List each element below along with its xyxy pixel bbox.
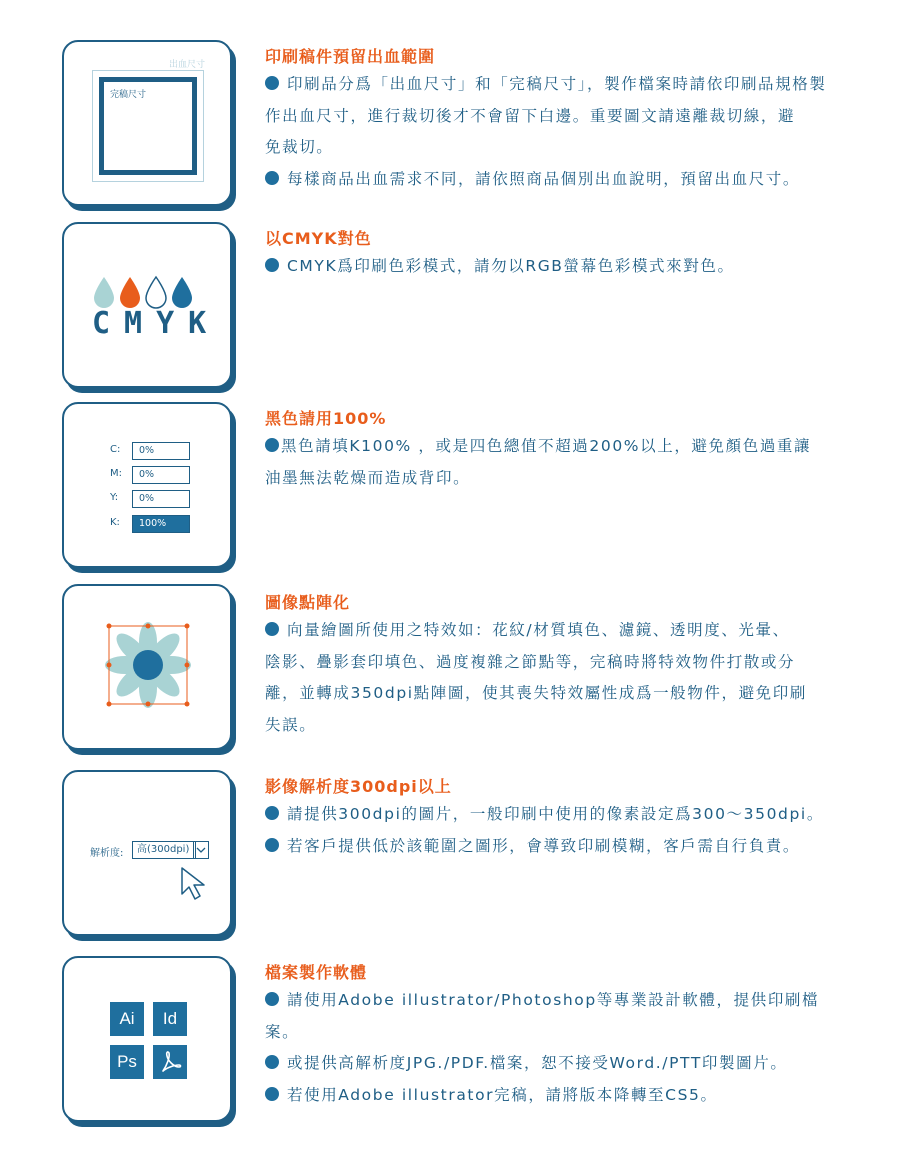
section-title: 黑色請用100% [265, 409, 387, 428]
text-line: 若使用Adobe illustrator完稿，請將版本降轉至CS5。 [265, 1080, 885, 1112]
bleed-illustration-card [62, 40, 232, 206]
bleed-area-box [92, 60, 205, 182]
bullet-icon [265, 622, 279, 636]
section-title: 以CMYK對色 [265, 229, 372, 248]
section-content [265, 775, 885, 862]
trim-area-box [99, 77, 197, 175]
cmyk-values-card: C: 0% M: 0% Y: 0% K: 100% [62, 402, 232, 568]
cmyk-value-field: 100% [132, 515, 190, 533]
text-line: CMYK爲印刷色彩模式，請勿以RGB螢幕色彩模式來對色。 [265, 251, 885, 283]
cmyk-illustration-card [62, 222, 232, 388]
text-line: 向量繪圖所使用之特效如：花紋/材質填色、濾鏡、透明度、光暈、 [265, 615, 885, 647]
section-title: 印刷稿件預留出血範圍 [265, 47, 436, 66]
section-content [265, 45, 885, 195]
section-content [265, 961, 885, 1111]
bullet-icon [265, 838, 279, 852]
text-line: 印刷品分爲「出血尺寸」和「完稿尺寸」，製作檔案時請依印刷品規格製 [265, 69, 885, 101]
text-line: 作出血尺寸，進行裁切後才不會留下白邊。重要圖文請遠離裁切線，避 [265, 106, 796, 125]
bullet-icon [265, 1087, 279, 1101]
illustrator-icon: Ai [110, 1002, 144, 1036]
software-illustration-card [62, 956, 232, 1122]
section-title: 圖像點陣化 [265, 593, 351, 612]
text-line: 請提供300dpi的圖片，一般印刷中使用的像素設定爲300～350dpi。 [265, 799, 885, 831]
text-line: 免裁切。 [265, 138, 334, 156]
section-content [265, 227, 885, 283]
indesign-icon: Id [153, 1002, 187, 1036]
bullet-icon [265, 438, 279, 452]
trim-size-label: 完稿尺寸 [110, 90, 147, 100]
text-line: 案。 [265, 1022, 300, 1041]
cmyk-logo-text: CMYK [92, 306, 221, 341]
bullet-icon [265, 1055, 279, 1069]
bullet-icon [265, 76, 279, 90]
text-line: 離，並轉成350dpi點陣圖，使其喪失特效屬性成爲一般物件，避免印刷 [265, 684, 807, 702]
resolution-illustration-card [62, 770, 232, 936]
resolution-label: 解析度: [90, 848, 124, 859]
cmyk-value-field: 0% [132, 466, 190, 484]
section-title: 影像解析度300dpi以上 [265, 777, 452, 796]
text-line: 每樣商品出血需求不同，請依照商品個別出血說明，預留出血尺寸。 [265, 164, 885, 196]
acrobat-pdf-icon [153, 1045, 187, 1079]
section-content [265, 407, 885, 494]
bullet-icon [265, 992, 279, 1006]
bullet-icon [265, 258, 279, 272]
photoshop-icon: Ps [110, 1045, 144, 1079]
section-content [265, 591, 885, 741]
rasterize-illustration-card [62, 584, 232, 750]
text-line: 或提供高解析度JPG./PDF.檔案，恕不接受Word./PTT印製圖片。 [265, 1048, 885, 1080]
text-line: 黑色請填K100% ，或是四色總值不超過200%以上，避免顏色過重讓 [265, 431, 885, 463]
text-line: 若客戶提供低於該範圍之圖形，會導致印刷模糊，客戶需自行負責。 [265, 831, 885, 863]
section-title: 檔案製作軟體 [265, 963, 368, 982]
flower-icon [62, 584, 232, 750]
bullet-icon [265, 806, 279, 820]
cmyk-value-field: 0% [132, 442, 190, 460]
cursor-icon [178, 866, 218, 906]
bullet-icon [265, 171, 279, 185]
chevron-down-icon [193, 841, 209, 859]
cmyk-value-field: 0% [132, 490, 190, 508]
text-line: 失誤。 [265, 715, 317, 734]
bleed-size-label: 出血尺寸 [168, 60, 205, 70]
text-line: 請使用Adobe illustrator/Photoshop等專業設計軟體，提供印刷檔 [265, 985, 885, 1017]
text-line: 油墨無法乾燥而造成背印。 [265, 468, 471, 487]
resolution-select: 高(300dpi) [132, 841, 196, 859]
text-line: 陰影、疊影套印填色、過度複雜之節點等，完稿時將特效物件打散或分 [265, 652, 796, 671]
